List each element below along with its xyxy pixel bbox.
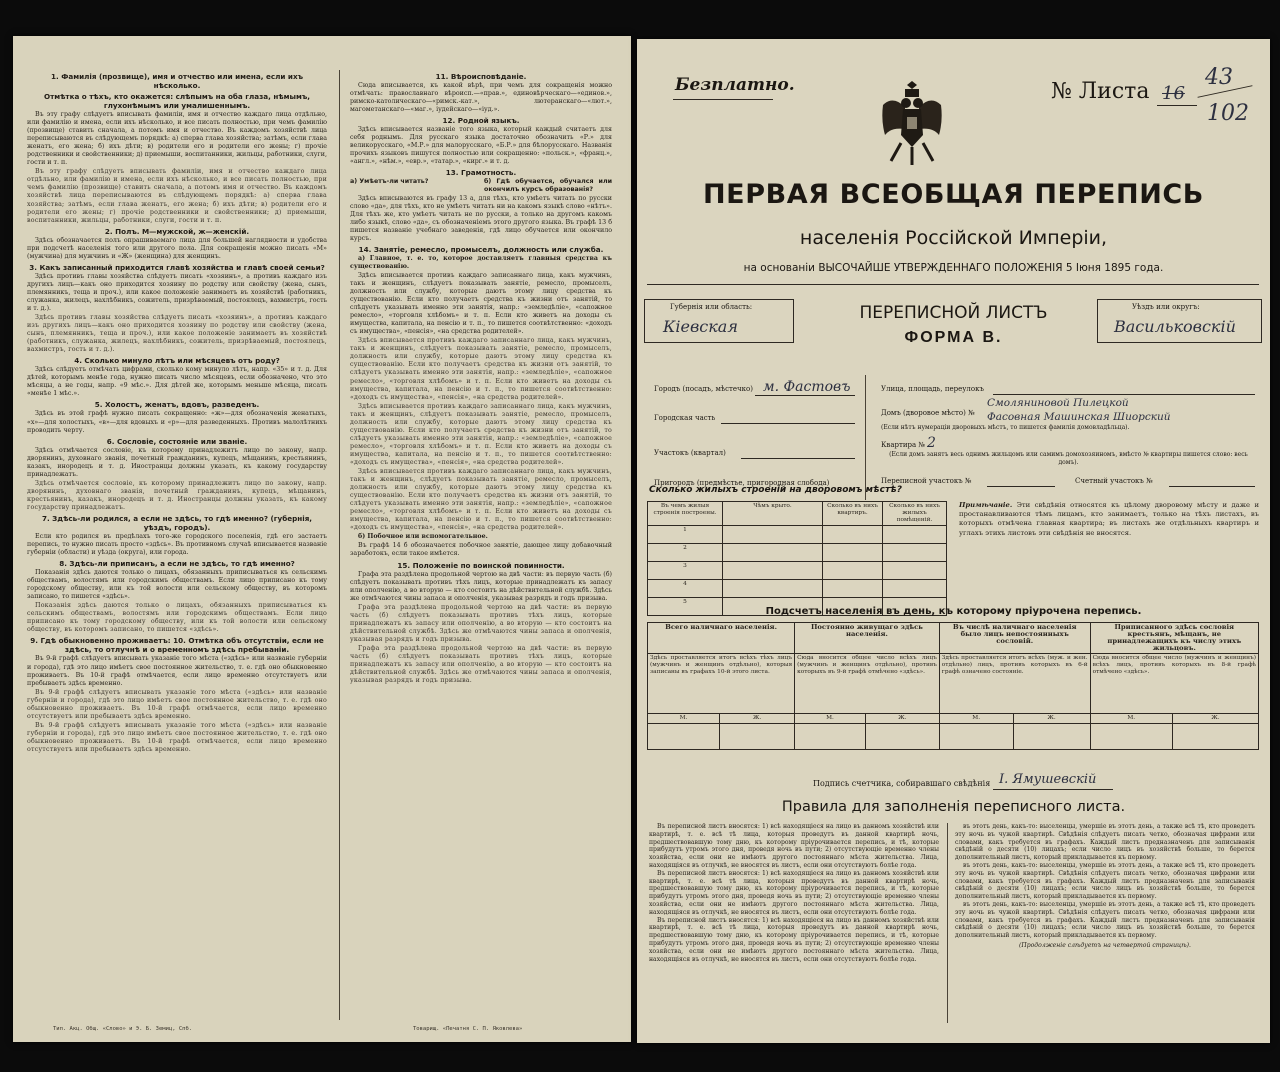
count-col-permanent: Постоянно живущаго здѣсь населенія. xyxy=(795,623,940,654)
section-6-title: 6. Сословіе, состояніе или званіе. xyxy=(106,436,248,446)
section-15-text-continued: Графа эта раздѣлена продольной чертою на двѣ части: въ первую часть (б) слѣдуетъ показывать противъ тѣхъ лицъ, которые принадлежатъ къ запасу или ополченію, а во вторую — кто состоитъ на дѣйствительной службѣ. Здѣсь же отмѣчаются чины запаса и ополченія, указывая разрядъ и годъ призыва. xyxy=(350,603,612,643)
house-label: Домъ (дворовое мѣсто) № xyxy=(881,409,975,417)
section-14b-label: б) Побочное или вспомогательное. xyxy=(358,533,488,541)
suburb-label: Пригородъ (предмѣстье, пригородная слобода) xyxy=(654,479,830,487)
section-7-text: Если кто родился въ предѣлахъ того-же городского поселенія, гдѣ его застаетъ перепись, то нужно писать просто «здѣсь». Въ противномъ случаѣ вписывается названіе губерніи (области) и уѣзда (округа), или города. xyxy=(27,532,327,557)
section-14b-text: Въ графѣ 14 б обозначается побочное занятіе, дающее лицу добавочный заработокъ, если такое имѣется. xyxy=(350,542,612,558)
buildings-row-number: 2 xyxy=(648,544,723,562)
count-desc-permanent: Сюда вносится общее число всѣхъ лицъ (мужчинъ и женщинъ отдѣльно), противъ которыхъ въ 9-й графѣ отмѣчено «здѣсь». xyxy=(795,654,940,714)
section-13a-label: а) Умѣетъ-ли читать? xyxy=(350,178,429,186)
population-count-table xyxy=(647,622,1259,750)
rules-text-1-more: Въ переписной листъ вносятся: 1) всѣ находящіеся на лицо въ данномъ хозяйствѣ или квартирѣ, т. е. всѣ тѣ лица, которыя проведутъ въ данной квартирѣ ночь, предшествовавшую тому дню, къ которому пріурочивается перепись, и тѣ, которые прибудутъ утромъ этого дня, проведя ночь въ пути; 2) отсутствующіе временно члены хозяйства, если они не имѣютъ другого постояннаго мѣста жительства. Лица, находящіяся въ отлучкѣ, не вносятся въ листъ, если они отсутствуютъ болѣе года. xyxy=(649,916,939,963)
count-female-header: Ж. xyxy=(865,714,939,724)
count-title: Подсчетъ населенія въ день, къ которому пріурочена перепись. xyxy=(765,606,1142,617)
section-3-text-continued: Здѣсь противъ главы хозяйства слѣдуетъ писать «хозяинъ», а противъ каждаго изъ другихъ лицъ—какъ оно приходится хозяину по родству или свойству (жена, сынъ, племянникъ, теща и проч.), или какое положеніе занимаетъ въ хозяйствѣ (работникъ, служанка, жилецъ, нахлѣбникъ, сожитель, призрѣваемый, постоялецъ, вахмистръ, гость и т. д.). xyxy=(27,314,327,354)
buildings-col-roof: Чѣмъ крыто. xyxy=(723,502,823,526)
census-basis: на основаніи ВЫСОЧАЙШЕ УТВЕРЖДЕННАГО ПОЛОЖЕНІЯ 5 Іюня 1895 года. xyxy=(743,262,1164,274)
rules-divider xyxy=(947,823,948,1023)
buildings-table xyxy=(647,501,947,616)
form-letter: ФОРМА В. xyxy=(904,329,1003,346)
count-cell xyxy=(1090,724,1172,750)
right-page xyxy=(637,39,1270,1043)
section-6-text-continued: Здѣсь отмѣчается сословіе, къ которому принадлежитъ лицо по закону, напр. дворянинъ, духовнаго званія, почетный гражданинъ, купецъ, мѣщанинъ, крестьянинъ, казакъ, инородецъ и т. д. Иностранцы должны указать, къ какому государству принадлежатъ. xyxy=(27,479,327,511)
count-male-header: М. xyxy=(939,714,1013,724)
section-14-text-continued: Здѣсь вписывается противъ каждаго записаннаго лица, какъ мужчинъ, такъ и женщинъ, слѣдуетъ показывать занятіе, ремесло, промыселъ, должность или службу, которые даютъ этому лицу средства къ существованію. Если кто получаетъ средства къ жизни отъ занятій, то слѣдуетъ указывать именно эти занятія, напр.: «земледѣліе», «сапожное ремесло», «торговля хлѣбомъ» и т. п. Если кто живетъ на доходы съ имущества, капитала, на пенсію и т. п., то пишется соотвѣтственно: «доходъ съ имущества», «пенсія», «на средства родителей». xyxy=(350,337,612,401)
archive-number-bottom: 102 xyxy=(1207,101,1249,126)
note-text: Эти свѣдѣнія относятся къ цѣлому дворовому мѣсту и даже и простанавливаются тѣмъ лицамъ, кто занимаетъ, только на тѣхъ листахъ, въ которыхъ отмѣчена главная квартира; въ листахъ же отдѣльныхъ квартиръ и углахъ этихъ листовъ эти свѣдѣнія не вносятся. xyxy=(959,501,1259,537)
section-1-text-continued: Въ эту графу слѣдуетъ вписывать фамиліи, имя и отчество каждаго лица отдѣльно, или фамилію и имена, если ихъ нѣсколько, и все писать полностью, при чемъ фамилію (прозвище) ставить сначала, а потомъ имя и отчество. Въ каждомъ хозяйствѣ лица переписываются въ слѣдующемъ порядкѣ: а) сперва глава хозяйства; затѣмъ, если глава женатъ, его жена; б) ихъ дѣти; в) родители его и родители его жены; г) прочіе родственники и свойственники; д) приемыши, воспитанники, жильцы, работники, слуги, гости и т. п. xyxy=(27,168,327,224)
section-4-title: 4. Сколько минуло лѣтъ или мѣсяцевъ отъ роду? xyxy=(74,356,280,366)
city-field-line xyxy=(755,395,855,396)
sheet-number-value: 16 xyxy=(1162,83,1185,104)
census-subtitle: населенія Россійской Имперіи, xyxy=(799,227,1108,249)
census-precinct-label: Переписной участокъ № xyxy=(881,477,972,485)
house-note: (Если нѣтъ нумераціи дворовыхъ мѣстъ, то пишется фамилія домовладѣльца). xyxy=(881,424,1130,431)
section-14-text: Здѣсь вписывается противъ каждаго записаннаго лица, какъ мужчинъ, такъ и женщинъ, слѣдуетъ показывать занятіе, ремесло, промыселъ, должность или службу, которые даютъ этому лицу средства къ существованію. Если кто получаетъ средства къ жизни отъ занятій, то слѣдуетъ указывать именно эти занятія, напр.: «земледѣліе», «сапожное ремесло», «торговля хлѣбомъ» и т. п. Если кто живетъ на доходы съ имущества, капитала, на пенсію и т. п., то пишется соотвѣтственно: «доходъ съ имущества», «пенсія», «на средства родителей». xyxy=(350,271,612,336)
district-field-line xyxy=(721,423,855,424)
note-title: Примѣчаніе. xyxy=(959,501,1013,509)
rules-text-2-continued: въ этотъ день, какъ-то: выселенцы, умершіе въ этотъ день, а также всѣ тѣ, кто проведетъ эту ночь въ чужой квартирѣ. Свѣдѣнія слѣдуетъ писать четко, обозначая цифрами или словами, какъ требуется въ графахъ. Каждый листъ предназначенъ для записыванія свѣдѣній о десяти (10) лицахъ; если число лицъ въ хозяйствѣ больше, то берется дополнительный листъ, который прикладывается къ первому. xyxy=(955,861,1255,901)
gubernia-label: Губернія или область: xyxy=(670,303,753,311)
archive-number-top: 43 xyxy=(1205,65,1233,90)
count-desc-nonpermanent: Здѣсь проставляется итогъ всѣхъ (муж. и жен. отдѣльно) лицъ, противъ которыхъ въ 6-й графѣ означено состояніе. xyxy=(939,654,1090,714)
section-14-text-more: Здѣсь вписывается противъ каждаго записаннаго лица, какъ мужчинъ, такъ и женщинъ, слѣдуетъ показывать занятіе, ремесло, промыселъ, должность или службу, которые даютъ этому лицу средства къ существованію. Если кто получаетъ средства къ жизни отъ занятій, то слѣдуетъ указывать именно эти занятія, напр.: «земледѣліе», «сапожное ремесло», «торговля хлѣбомъ» и т. п. Если кто живетъ на доходы съ имущества, капитала, на пенсію и т. п., то пишется соотвѣтственно: «доходъ съ имущества», «пенсія», «на средства родителей». xyxy=(350,402,612,466)
city-value: м. Фастовъ xyxy=(763,379,851,395)
section-13-text: Здѣсь вписываются въ графу 13 а, для тѣхъ, кто умѣетъ читать по русски слово «да», для тѣхъ, кто не умѣетъ читать ни на какомъ языкѣ слово «нѣтъ». Для тѣхъ же, кто умѣетъ читать не по русски, а только на другомъ какомъ либо языкѣ, слово «да», съ обозначеніемъ этого другого языка. Въ графѣ 13 б пишется названіе учебнаго заведенія, гдѣ лицо обучается или окончило курсъ. xyxy=(350,194,612,242)
section-3-text: Здѣсь противъ главы хозяйства слѣдуетъ писать «хозяинъ», а противъ каждаго изъ другихъ лицъ—какъ оно приходится хозяину по родству или свойству (жена, сынъ, племянникъ, теща и проч.), или какое положеніе занимаетъ въ хозяйствѣ (работникъ, служанка, жилецъ, нахлѣбникъ, сожитель, призрѣваемый, постоялецъ, вахмистръ, гость и т. д.). xyxy=(27,272,327,312)
section-12-text: Здѣсь вписывается названіе того языка, который каждый считаетъ для себя роднымъ. Для русскаго языка достаточно обозначить «Р.» для великорусскаго, «М.Р.» для малорусскаго, «Б.Р.» для бѣлорусскаго. Названія прочихъ языковъ пишутся полностью или сокращенно: «польск.», «франц.», «англ.», «нѣм.», «евр.», «татар.», «кирг.» и т. д. xyxy=(350,126,612,166)
house-value: Смоляниновой Пилецкой xyxy=(987,397,1129,409)
uezd-label: Уѣздъ или округъ: xyxy=(1132,303,1200,311)
section-14-text-extra: Здѣсь вписывается противъ каждаго записаннаго лица, какъ мужчинъ, такъ и женщинъ, слѣдуетъ показывать занятіе, ремесло, промыселъ, должность или службу, которые даютъ этому лицу средства къ существованію. Если кто получаетъ средства къ жизни отъ занятій, то слѣдуетъ указывать именно эти занятія, напр.: «земледѣліе», «сапожное ремесло», «торговля хлѣбомъ» и т. п. Если кто живетъ на доходы съ имущества, капитала, на пенсію и т. п., то пишется соотвѣтственно: «доходъ съ имущества», «пенсія», «на средства родителей». xyxy=(350,468,612,532)
section-1-text: Въ эту графу слѣдуетъ вписывать фамиліи, имя и отчество каждаго лица отдѣльно, или фамилію и имена, если ихъ нѣсколько, и все писать полностью, при чемъ фамилію (прозвище) ставить сначала, а потомъ имя и отчество. Въ каждомъ хозяйствѣ лица переписываются въ слѣдующемъ порядкѣ: а) сперва глава хозяйства; затѣмъ, если глава женатъ, его жена; б) ихъ дѣти; в) родители его и родители его жены; г) прочіе родственники и свойственники; д) приемыши, воспитанники, жильцы, работники, слуги, гости и т. п. xyxy=(27,111,327,167)
count-cell xyxy=(1172,724,1258,750)
buildings-note xyxy=(959,501,1259,538)
rules-title: Правила для заполненія переписного листа. xyxy=(781,799,1126,815)
sheet-number-label: № Листа xyxy=(1051,79,1150,104)
rules-column-1 xyxy=(649,823,939,963)
section-15-text-more: Графа эта раздѣлена продольной чертою на двѣ части: въ первую часть (б) слѣдуетъ показывать противъ тѣхъ лицъ, которые принадлежатъ къ запасу или ополченію, а во вторую — кто состоитъ на дѣйствительной службѣ. Здѣсь же отмѣчаются чины запаса и ополченія, указывая разрядъ и годъ призыва. xyxy=(350,644,612,685)
section-4-text: Здѣсь слѣдуетъ отмѣчать цифрами, сколько кому минуло лѣтъ, напр. «35» и т. д. Для дѣтей, которымъ менѣе года, нужно писать число мѣсяцевъ, если обозначено, что это мѣсяцы, а не годы, напр. «9 мѣс.». Для дѣтей же, которымъ меньше мѣсяца, писать «менѣе 1 мѣс.». xyxy=(27,366,327,398)
count-female-header: Ж. xyxy=(1013,714,1090,724)
count-cell xyxy=(795,724,866,750)
section-13-title: 13. Грамотность. xyxy=(445,168,517,178)
count-male-header: М. xyxy=(648,714,720,724)
buildings-col-apartments: Сколько въ нихъ квартиръ. xyxy=(823,502,883,526)
count-female-header: Ж. xyxy=(1172,714,1258,724)
section-3-title: 3. Какъ записанный приходится главѣ хозяйства и главѣ своей семьи? xyxy=(29,262,325,272)
rules-text-2: въ этотъ день, какъ-то: выселенцы, умершіе въ этотъ день, а также всѣ тѣ, кто проведетъ эту ночь въ чужой квартирѣ. Свѣдѣнія слѣдуетъ писать четко, обозначая цифрами или словами, какъ требуется въ графахъ. Каждый листъ предназначенъ для записыванія свѣдѣній о десяти (10) лицахъ; если число лицъ въ хозяйствѣ больше, то берется дополнительный листъ, который прикладывается къ первому. xyxy=(955,823,1255,862)
free-underline xyxy=(673,99,773,100)
count-desc-registered: Сюда вносится общее число (мужчинъ и женщинъ) всѣхъ лицъ, противъ которыхъ въ 8-й графѣ отмѣчено «здѣсь». xyxy=(1090,654,1258,714)
count-male-header: М. xyxy=(1090,714,1172,724)
count-desc-total: Здѣсь проставляется итогъ всѣхъ тѣхъ лицъ (мужчинъ и женщинъ отдѣльно), которыя записаны въ графахъ 10-й этого листа. xyxy=(648,654,795,714)
buildings-question: Сколько жилыхъ строеній на дворовомъ мѣстѣ? xyxy=(649,485,903,495)
street-label: Улица, площадь, переулокъ xyxy=(881,385,984,393)
gubernia-box xyxy=(644,299,794,343)
count-male-header: М. xyxy=(795,714,866,724)
apartment-label: Квартира № xyxy=(881,441,926,449)
section-14-title: 14. Занятіе, ремесло, промыселъ, должность или служба. xyxy=(358,244,604,254)
rules-text-2-more: въ этотъ день, какъ-то: выселенцы, умершіе въ этотъ день, а также всѣ тѣ, кто проведетъ эту ночь въ чужой квартирѣ. Свѣдѣнія слѣдуетъ писать четко, обозначая цифрами или словами, какъ требуется въ графахъ. Каждый листъ предназначенъ для записыванія свѣдѣній о десяти (10) лицахъ; если число лицъ въ хозяйствѣ больше, то берется дополнительный листъ, который прикладывается къ первому. xyxy=(955,900,1255,940)
form-title: ПЕРЕПИСНОЙ ЛИСТЪ xyxy=(859,303,1048,323)
section-1-title: 1. Фамилія (прозвище), имя и отчество или имена, если ихъ нѣсколько. xyxy=(51,72,303,90)
section-11-title: 11. Вѣроисповѣданіе. xyxy=(435,72,527,81)
left-footer-1: Тип. Акц. Общ. «Слово» и Э. Б. Земиц, Спб. xyxy=(53,1026,193,1032)
street-field-line xyxy=(993,394,1255,395)
count-col-total: Всего наличнаго населенія. xyxy=(648,623,795,654)
left-column-2 xyxy=(350,70,612,686)
section-13b-label: б) Гдѣ обучается, обучался или окончилъ курсъ образованія? xyxy=(484,178,612,194)
signature-label: Подпись счетчика, собиравшаго свѣдѣнія xyxy=(813,779,991,788)
apartment-note: (Если домъ занятъ весь однимъ жильцомъ или самимъ домохозяиномъ, вмѣсто № квартиры пишется слово: весь домъ). xyxy=(889,451,1248,466)
city-label: Городъ (посадъ, мѣстечко) xyxy=(654,385,754,393)
buildings-row-number: 5 xyxy=(648,598,723,616)
buildings-col-rooms: Сколько въ нихъ жилыхъ помѣщеній. xyxy=(883,502,947,526)
count-col-registered: Приписанного здѣсь сословія крестьянъ, мѣщанъ, не принадлежащихъ къ числу этихъ жильцовъ. xyxy=(1090,623,1258,654)
section-12-title: 12. Родной языкъ. xyxy=(442,116,520,126)
count-cell xyxy=(719,724,794,750)
buildings-row-number: 4 xyxy=(648,580,723,598)
section-7-title: 7. Здѣсь-ли родился, а если не здѣсь, то гдѣ именно? (губернія, уѣздъ, городъ). xyxy=(41,513,313,532)
section-9-title: 9. Гдѣ обыкновенно проживаетъ: 10. Отмѣтка объ отсутствіи, если не здѣсь, то отлучнѣ и о временномъ здѣсь пребываніи. xyxy=(30,636,324,655)
section-1-subtitle: Отмѣтка о тѣхъ, кто окажется: слѣпымъ на оба глаза, нѣмымъ, глухонѣмымъ или умалишеннымъ. xyxy=(43,92,311,110)
section-11-text: Сюда вписывается, къ какой вѣрѣ, при чемъ для сокращенія можно отмѣчать: православнаго вѣроисп.—«прав.», единовѣрческаго—«единов.», римско-католическаго—«римск.-кат.», лютеранскаго—«лют.», магометанскаго—«маг.», іудейскаго—«іуд.». xyxy=(350,82,612,114)
rules-continuation-note: (Продолженіе слѣдуетъ на четвертой страницѣ). xyxy=(1019,941,1191,949)
precinct-field-line xyxy=(741,458,855,459)
count-col-nonpermanent: Въ числѣ наличнаго населенія было лицъ непостоянныхъ сословій. xyxy=(939,623,1090,654)
uezd-box xyxy=(1097,299,1262,343)
imperial-eagle-emblem xyxy=(877,77,947,169)
buildings-col-material: Въ чемъ жилыя строенія построены. xyxy=(648,502,723,526)
gubernia-value: Кіевская xyxy=(663,317,738,336)
rules-column-2 xyxy=(955,823,1255,950)
section-2-title: 2. Полъ. М—мужской, ж—женскій. xyxy=(104,226,250,236)
signature-line xyxy=(993,789,1113,790)
buildings-row-number: 1 xyxy=(648,526,723,544)
rules-text-1: Въ переписной листъ вносятся: 1) всѣ находящіеся на лицо въ данномъ хозяйствѣ или квартирѣ, т. е. всѣ тѣ лица, которыя проведутъ въ данной квартирѣ ночь, предшествовавшую тому дню, къ которому пріурочивается перепись, и тѣ, которые прибудутъ утромъ этого дня, проведя ночь въ пути; 2) отсутствующіе временно члены хозяйства, если они не имѣютъ другого постояннаго мѣста жительства. Лица, находящіяся въ отлучкѣ, не вносятся въ листъ, если они отсутствуютъ болѣе года. xyxy=(649,823,939,869)
house-value-line2: Фасовная Машинская Шиорский xyxy=(987,411,1171,423)
district-label: Городская часть xyxy=(654,414,716,422)
count-cell xyxy=(648,724,720,750)
section-14a-label: а) Главное, т. е. то, которое доставляетъ главныя средства къ существованію. xyxy=(350,254,612,270)
count-female-header: Ж. xyxy=(719,714,794,724)
precinct-label: Участокъ (квартал) xyxy=(654,449,726,457)
section-2-text: Здѣсь обозначается полъ опрашиваемаго лица для большей наглядности и удобства при подсчетѣ населенія того или другого пола. Для сокращенія можно писать «М» (мужчина) для мужчинъ и «Ж» (женщина) для женщинъ. xyxy=(27,236,327,260)
section-9-text: Въ 9-й графѣ слѣдуетъ вписывать указаніе того мѣста («здѣсь» или названіе губерніи и города), гдѣ это лицо имѣетъ свое постоянное жительство, т. е. гдѣ оно обыкновенно проживаетъ. Въ 10-й графѣ отмѣчается, если лицо временно отсутствуетъ или пребываетъ здѣсь временно. xyxy=(27,655,327,687)
section-9-text-continued: Въ 9-й графѣ слѣдуетъ вписывать указаніе того мѣста («здѣсь» или названіе губерніи и города), гдѣ это лицо имѣетъ свое постоянное жительство, т. е. гдѣ оно обыкновенно проживаетъ. Въ 10-й графѣ отмѣчается, если лицо временно отсутствуетъ или пребываетъ здѣсь временно. xyxy=(27,688,327,720)
section-9-text-more: Въ 9-й графѣ слѣдуетъ вписывать указаніе того мѣста («здѣсь» или названіе губерніи и города), гдѣ это лицо имѣетъ свое постоянное жительство, т. е. гдѣ оно обыкновенно проживаетъ. Въ 10-й графѣ отмѣчается, если лицо временно отсутствуетъ или пребываетъ здѣсь временно. xyxy=(27,721,327,753)
column-divider xyxy=(339,70,340,1020)
left-column-1 xyxy=(27,70,327,755)
count-cell xyxy=(939,724,1013,750)
section-15-text: Графа эта раздѣлена продольной чертою на двѣ части: въ первую часть (б) слѣдуетъ показывать противъ тѣхъ лицъ, которые принадлежатъ къ запасу или ополченію, а во вторую — кто состоитъ на дѣйствительной службѣ. Здѣсь же отмѣчаются чины запаса и ополченія, указывая разрядъ и годъ призыва. xyxy=(350,570,612,602)
count-cell xyxy=(865,724,939,750)
counting-precinct-label: Счетный участокъ № xyxy=(1075,477,1153,485)
apartment-value: 2 xyxy=(927,435,936,451)
address-divider xyxy=(865,375,866,500)
buildings-row-number: 3 xyxy=(648,562,723,580)
counting-precinct-line xyxy=(1169,486,1255,487)
section-5-title: 5. Холостъ, женатъ, вдовъ, разведенъ. xyxy=(94,400,260,410)
section-8-title: 8. Здѣсь-ли приписанъ, а если не здѣсь, то гдѣ именно? xyxy=(59,559,295,569)
section-6-text: Здѣсь отмѣчается сословіе, къ которому принадлежитъ лицо по закону, напр. дворянинъ, духовнаго званія, почетный гражданинъ, купецъ, мѣщанинъ, крестьянинъ, казакъ, инородецъ и т. д. Иностранцы должны указать, къ какому государству принадлежатъ. xyxy=(27,446,327,478)
left-page xyxy=(13,36,631,1042)
count-cell xyxy=(1013,724,1090,750)
left-footer-2: Товарищ. «Печатня С. П. Яковлева» xyxy=(413,1026,523,1032)
section-5-text: Здѣсь въ этой графѣ нужно писать сокращенно: «ж»—для обозначенія женатыхъ, «х»—для холостыхъ, «в»—для вдовыхъ и «р»—для разведенныхъ. Противъ малолѣтнихъ проводить черту. xyxy=(27,410,327,434)
section-8-text-continued: Показанія здѣсь даются только о лицахъ, обязанныхъ приписываться къ сельскимъ обществамъ, волостямъ или городскимъ обществамъ. Если лицо приписано къ тому городскому обществу, или къ той волости или сельскому обществу, въ которомъ записано, то пишется «здѣсь». xyxy=(27,602,327,634)
rules-text-1-continued: Въ переписной листъ вносятся: 1) всѣ находящіеся на лицо въ данномъ хозяйствѣ или квартирѣ, т. е. всѣ тѣ лица, которыя проведутъ въ данной квартирѣ ночь, предшествовавшую тому дню, къ которому пріурочивается перепись, и тѣ, которые прибудутъ утромъ этого дня, проведя ночь въ пути; 2) отсутствующіе временно члены хозяйства, если они не имѣютъ другого постояннаго мѣста жительства. Лица, находящіяся въ отлучкѣ, не вносятся въ листъ, если они отсутствуютъ болѣе года. xyxy=(649,869,939,916)
census-title: ПЕРВАЯ ВСЕОБЩАЯ ПЕРЕПИСЬ xyxy=(702,179,1204,210)
section-15-title: 15. Положеніе по воинской повинности. xyxy=(397,560,565,570)
section-8-text: Показанія здѣсь даются только о лицахъ, обязанныхъ приписываться къ сельскимъ обществамъ, волостямъ или городскимъ обществамъ. Если лицо приписано къ тому городскому обществу, или къ той волости или сельскому обществу, въ которомъ записано, то пишется «здѣсь». xyxy=(27,569,327,601)
header-rule xyxy=(647,284,1259,285)
free-label: Безплатно. xyxy=(675,75,795,95)
sheet-number-underline xyxy=(1157,105,1197,106)
uezd-value: Васильковскій xyxy=(1114,317,1236,336)
signature-value: І. Ямушевскій xyxy=(999,772,1097,787)
census-precinct-line xyxy=(987,486,1055,487)
